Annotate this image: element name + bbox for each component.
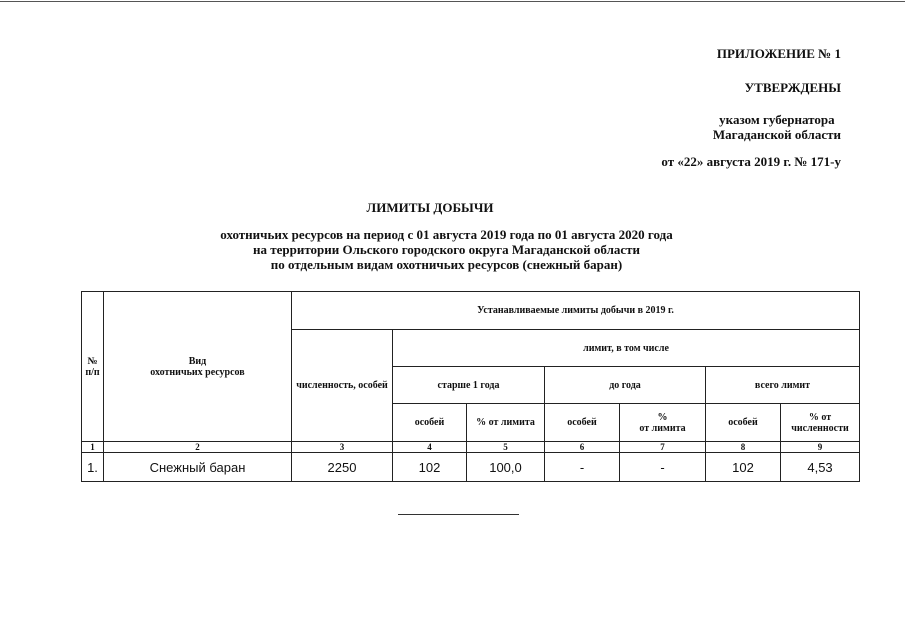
column-number: 4	[393, 442, 467, 453]
column-number: 9	[781, 442, 860, 453]
header-species-line-1: Вид	[188, 355, 207, 367]
decree-line-2: Магаданской области	[712, 127, 841, 142]
column-number: 7	[620, 442, 706, 453]
header-total-limit: всего лимит	[706, 367, 860, 404]
header-individuals-older: особей	[393, 404, 467, 442]
row-total-individuals: 102	[706, 453, 781, 482]
limits-table	[81, 291, 860, 482]
column-number: 6	[545, 442, 620, 453]
header-under-year: до года	[545, 367, 706, 404]
subtitle-line-3: по отдельным видам охотничьих ресурсов (снежный баран)	[270, 257, 623, 272]
decree-line-1: указом губернатора	[719, 112, 835, 127]
document-title-block	[0, 200, 905, 272]
header-species	[104, 292, 292, 442]
document-subtitle	[0, 227, 905, 272]
row-total-percent: 4,53	[781, 453, 860, 482]
header-percent-of-population: % от численности	[781, 404, 860, 442]
approved-label: УТВЕРЖДЕНЫ	[744, 80, 841, 95]
closing-divider	[398, 514, 519, 515]
row-species: Снежный баран	[104, 453, 292, 482]
header-number: № п/п	[82, 292, 104, 442]
header-species-line-2: охотничьих ресурсов	[150, 366, 245, 378]
header-population: численность, особей	[292, 330, 393, 442]
column-number: 1	[82, 442, 104, 453]
row-under-percent: -	[620, 453, 706, 482]
top-border-line	[0, 1, 905, 2]
row-number: 1.	[82, 453, 104, 482]
percent-sign: %	[657, 411, 668, 423]
header-percent-of-limit: % от лимита	[467, 404, 545, 442]
appendix-label: ПРИЛОЖЕНИЕ № 1	[716, 46, 841, 61]
subtitle-line-2: на территории Ольского городского округа Магаданской области	[252, 242, 641, 257]
column-number-row	[82, 442, 860, 453]
decree-label	[713, 112, 841, 142]
header-individuals-total: особей	[706, 404, 781, 442]
subtitle-line-1: охотничьих ресурсов на период с 01 августа 2019 года по 01 августа 2020 года	[220, 227, 673, 242]
header-established-limits: Устанавливаемые лимиты добычи в 2019 г.	[292, 292, 860, 330]
header-individuals-under: особей	[545, 404, 620, 442]
header-older-1-year: старше 1 года	[393, 367, 545, 404]
document-title: ЛИМИТЫ ДОБЫЧИ	[366, 200, 494, 215]
row-under-individuals: -	[545, 453, 620, 482]
header-row-1	[82, 292, 860, 330]
row-older-individuals: 102	[393, 453, 467, 482]
column-number: 3	[292, 442, 393, 453]
column-number: 8	[706, 442, 781, 453]
column-number: 5	[467, 442, 545, 453]
header-percent-of-limit-under	[620, 404, 706, 442]
header-limit-including: лимит, в том числе	[393, 330, 860, 367]
percent-of-limit-text: от лимита	[639, 422, 686, 434]
row-older-percent: 100,0	[467, 453, 545, 482]
table-row	[82, 453, 860, 482]
row-population: 2250	[292, 453, 393, 482]
decree-date-number: от «22» августа 2019 г. № 171-у	[661, 154, 841, 169]
column-number: 2	[104, 442, 292, 453]
